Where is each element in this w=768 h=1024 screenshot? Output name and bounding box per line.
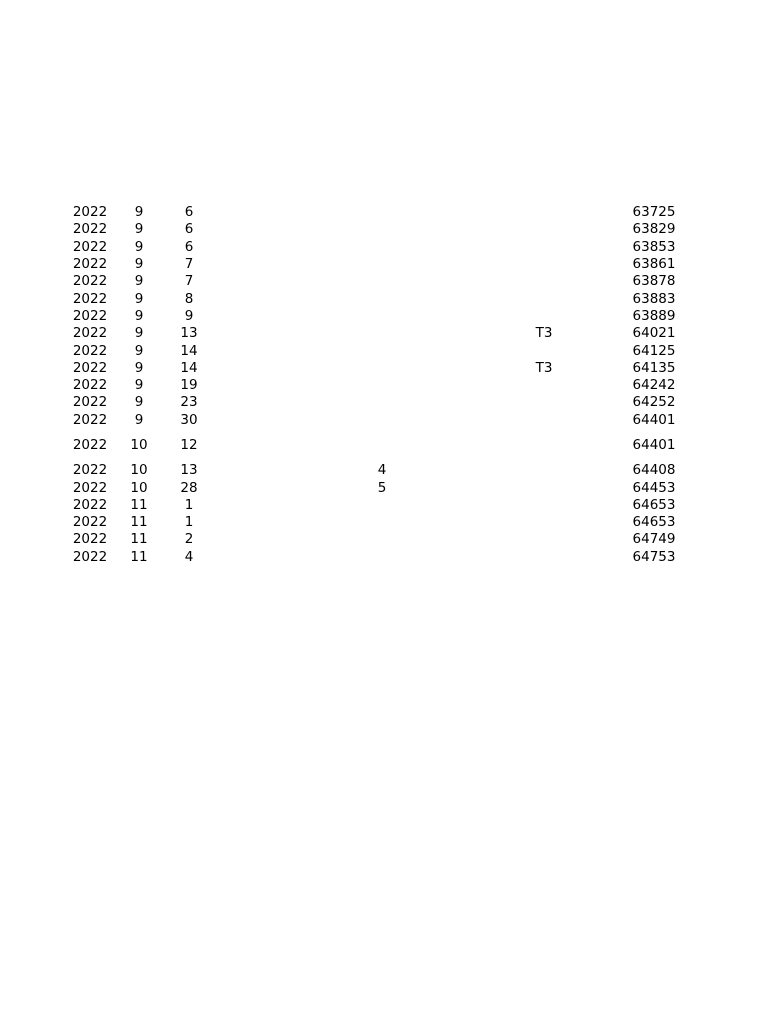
cell-col-4 [214,462,288,479]
cell-col-4 [214,360,288,377]
cell-col-4 [214,256,288,273]
cell-col-6 [476,514,612,531]
table-row [66,394,696,411]
cell-year: 2022 [72,204,108,221]
cell-year: 2022 [72,273,108,290]
table-row [66,429,696,462]
cell-day: 12 [180,437,198,453]
cell-number: 64401 [632,437,676,453]
header-col-5 [288,176,476,204]
cell-number: 64135 [632,359,676,376]
cell-col-5 [288,273,476,290]
table-row [66,360,696,377]
cell-year: 2022 [72,479,108,496]
header-number [612,176,696,204]
cell-day: 19 [180,377,198,394]
cell-col-6: T3 [535,325,553,342]
cell-month: 9 [134,325,144,342]
cell-month: 9 [134,273,144,290]
cell-day: 30 [180,411,198,428]
cell-day: 6 [184,204,194,221]
cell-month: 11 [130,548,148,565]
cell-day: 9 [184,307,194,324]
cell-day: 7 [184,273,194,290]
cell-number: 63883 [632,290,676,307]
cell-month: 10 [130,437,148,453]
cell-col-6: T3 [535,359,553,376]
table-row [66,290,696,307]
cell-day: 28 [180,479,198,496]
cell-number: 63878 [632,273,676,290]
table-row [66,239,696,256]
cell-col-4 [214,204,288,221]
cell-col-6 [476,256,612,273]
cell-col-5 [288,429,476,462]
table-row [66,531,696,548]
table-row [66,377,696,394]
table-row [66,462,696,479]
table-row [66,514,696,531]
table-row [66,412,696,429]
table-row [66,325,696,342]
cell-number: 64242 [632,377,676,394]
cell-year: 2022 [72,531,108,548]
cell-month: 9 [134,256,144,273]
cell-col-5 [288,531,476,548]
cell-day: 23 [180,394,198,411]
cell-col-4 [214,273,288,290]
cell-number: 64653 [632,496,676,513]
cell-day: 1 [184,496,194,513]
cell-col-5 [288,256,476,273]
cell-col-6 [476,462,612,479]
cell-col-6 [476,531,612,548]
table-row [66,256,696,273]
table-row [66,273,696,290]
cell-year: 2022 [72,359,108,376]
cell-col-4 [214,308,288,325]
cell-col-4 [214,497,288,514]
cell-month: 9 [134,204,144,221]
cell-col-4 [214,394,288,411]
cell-day: 1 [184,514,194,531]
cell-col-4 [214,412,288,429]
header-day [164,176,214,204]
cell-month: 10 [130,479,148,496]
cell-col-5: 4 [377,462,387,479]
cell-col-4 [214,290,288,307]
header-month [114,176,164,204]
cell-number: 63829 [632,221,676,238]
table-row [66,221,696,238]
cell-number: 64125 [632,342,676,359]
cell-col-6 [476,412,612,429]
cell-year: 2022 [72,411,108,428]
cell-col-6 [476,377,612,394]
cell-col-4 [214,549,288,566]
table-row [66,549,696,566]
cell-number: 64401 [632,411,676,428]
cell-day: 2 [184,531,194,548]
cell-day: 14 [180,342,198,359]
cell-day: 13 [180,462,198,479]
cell-col-5 [288,342,476,359]
cell-month: 9 [134,307,144,324]
table-header-row [66,176,696,204]
table-row [66,342,696,359]
cell-col-4 [214,221,288,238]
cell-number: 64653 [632,514,676,531]
cell-col-4 [214,325,288,342]
cell-col-6 [476,549,612,566]
cell-month: 9 [134,221,144,238]
cell-col-4 [214,377,288,394]
cell-col-5 [288,221,476,238]
cell-year: 2022 [72,377,108,394]
cell-col-6 [476,273,612,290]
cell-year: 2022 [72,462,108,479]
cell-month: 9 [134,359,144,376]
cell-number: 63853 [632,238,676,255]
cell-day: 6 [184,238,194,255]
cell-col-6 [476,394,612,411]
cell-col-6 [476,204,612,221]
cell-year: 2022 [72,238,108,255]
cell-year: 2022 [72,496,108,513]
header-year [66,176,114,204]
cell-col-6 [476,429,612,462]
cell-col-6 [476,479,612,496]
cell-number: 64453 [632,479,676,496]
cell-col-5 [288,514,476,531]
cell-col-4 [214,239,288,256]
cell-col-5 [288,497,476,514]
cell-number: 63725 [632,204,676,221]
cell-month: 9 [134,290,144,307]
cell-year: 2022 [72,307,108,324]
table-row [66,479,696,496]
header-col-4 [214,176,288,204]
cell-col-6 [476,239,612,256]
cell-col-4 [214,429,288,462]
cell-month: 9 [134,377,144,394]
cell-col-4 [214,514,288,531]
cell-day: 13 [180,325,198,342]
cell-col-6 [476,497,612,514]
cell-col-5 [288,239,476,256]
cell-col-5 [288,290,476,307]
cell-number: 64753 [632,548,676,565]
cell-col-4 [214,531,288,548]
cell-col-5 [288,325,476,342]
cell-col-6 [476,308,612,325]
cell-year: 2022 [72,256,108,273]
cell-year: 2022 [72,514,108,531]
cell-day: 7 [184,256,194,273]
cell-day: 4 [184,548,194,565]
cell-month: 10 [130,462,148,479]
cell-col-4 [214,479,288,496]
cell-year: 2022 [72,342,108,359]
cell-col-5 [288,394,476,411]
cell-month: 11 [130,514,148,531]
cell-year: 2022 [72,221,108,238]
cell-day: 14 [180,359,198,376]
cell-month: 11 [130,531,148,548]
cell-col-5 [288,549,476,566]
cell-col-6 [476,290,612,307]
table-row [66,204,696,221]
table-row [66,308,696,325]
cell-month: 9 [134,342,144,359]
cell-col-5 [288,377,476,394]
cell-day: 6 [184,221,194,238]
cell-month: 11 [130,496,148,513]
cell-number: 63861 [632,256,676,273]
cell-year: 2022 [72,325,108,342]
cell-year: 2022 [72,290,108,307]
header-col-6 [476,176,612,204]
table-row [66,497,696,514]
cell-month: 9 [134,238,144,255]
cell-number: 64749 [632,531,676,548]
cell-col-6 [476,221,612,238]
cell-col-5 [288,308,476,325]
cell-col-5 [288,412,476,429]
cell-number: 64408 [632,462,676,479]
cell-col-5 [288,204,476,221]
cell-year: 2022 [72,548,108,565]
cell-col-6 [476,342,612,359]
log-table [66,176,696,566]
cell-col-5 [288,360,476,377]
cell-col-5: 5 [377,479,387,496]
cell-number: 64021 [632,325,676,342]
cell-year: 2022 [72,394,108,411]
cell-number: 63889 [632,307,676,324]
cell-number: 64252 [632,394,676,411]
table-body [66,204,696,566]
cell-day: 8 [184,290,194,307]
cell-col-4 [214,342,288,359]
cell-month: 9 [134,411,144,428]
cell-year: 2022 [72,437,108,453]
cell-month: 9 [134,394,144,411]
